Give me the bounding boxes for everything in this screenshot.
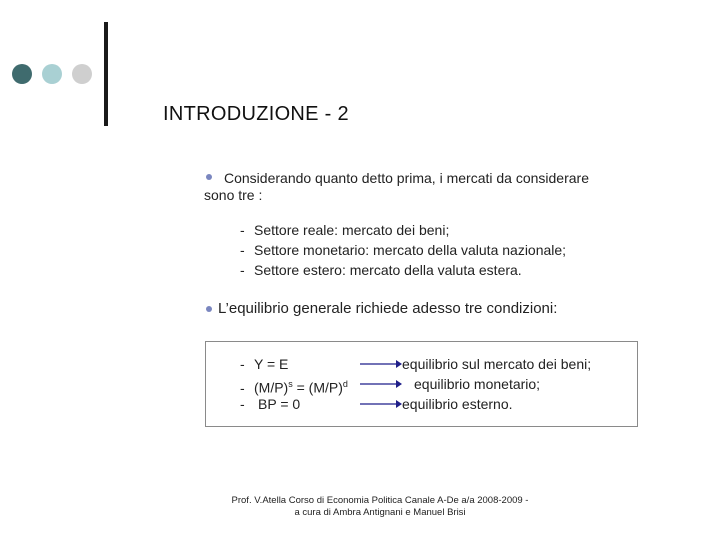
bullet2-text: L’equilibrio generale richiede adesso tre condizioni: xyxy=(218,300,558,317)
result-item: equilibrio monetario; xyxy=(414,376,541,392)
decor-vertical-bar xyxy=(104,22,108,126)
bullet-icon xyxy=(206,174,212,180)
results-list xyxy=(402,354,591,414)
bullet1-text-line2: sono tre : xyxy=(204,187,263,203)
footer-credit xyxy=(200,495,560,519)
footer-line1: Prof. V.Atella Corso di Economia Politica Canale A-De a/a 2008-2009 - xyxy=(231,495,529,506)
condition-item: - Y = E xyxy=(240,356,289,372)
slide-title: INTRODUZIONE - 2 xyxy=(163,103,349,125)
conditions-list xyxy=(240,354,348,414)
arrow-right-icon xyxy=(360,380,402,388)
condition-item: - $(M/P)^s = (M/P)^d$ xyxy=(240,379,348,396)
sectors-list xyxy=(240,220,566,280)
list-item: - Settore estero: mercato della valuta estera. xyxy=(240,262,522,278)
arrow-right-icon xyxy=(360,400,402,408)
result-item: equilibrio sul mercato dei beni; xyxy=(402,356,592,372)
footer-line2: a cura di Ambra Antignani e Manuel Brisi xyxy=(294,507,466,518)
bullet1-text-line1: Considerando quanto detto prima, i mercati da considerare xyxy=(224,170,589,186)
bullet-icon xyxy=(206,306,212,312)
result-item: equilibrio esterno. xyxy=(402,396,513,412)
arrow-right-icon xyxy=(360,360,402,368)
decor-dot-teal xyxy=(42,64,62,84)
decor-dot-dark xyxy=(12,64,32,84)
list-item: - Settore monetario: mercato della valuta nazionale; xyxy=(240,242,567,258)
arrows-group xyxy=(356,354,404,414)
condition-item: - BP = 0 xyxy=(240,396,301,412)
list-item: - Settore reale: mercato dei beni; xyxy=(240,222,450,238)
decor-dot-gray xyxy=(72,64,92,84)
